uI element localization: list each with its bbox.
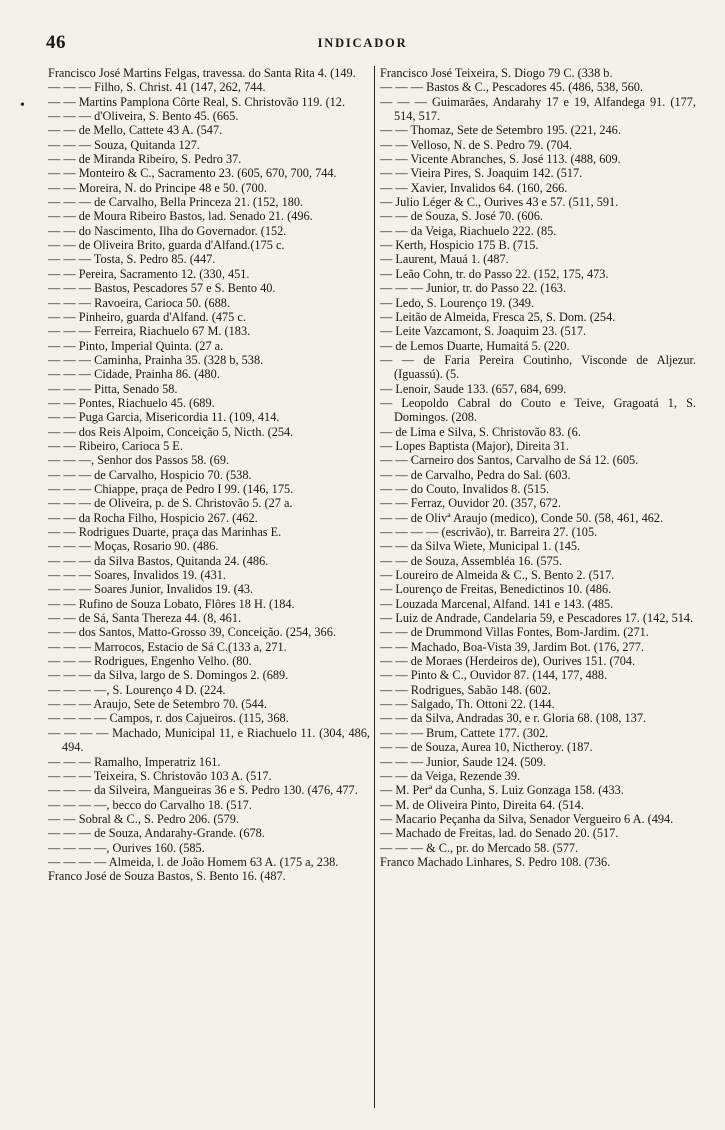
directory-entry: — Leopoldo Cabral do Couto e Teive, Gragoatá 1, S. Domingos. (208. (380, 395, 696, 425)
directory-entry: — — Salgado, Th. Ottoni 22. (144. (380, 697, 555, 712)
directory-entry: — — Vieira Pires, S. Joaquim 142. (517. (380, 166, 583, 181)
directory-entry: — — Vicente Abranches, S. José 113. (488, 609. (380, 152, 621, 167)
directory-entry: — de Lima e Silva, S. Christovão 83. (6. (380, 424, 581, 439)
directory-entry: — Loureiro de Almeida & C., S. Bento 2. (517. (380, 568, 615, 583)
directory-entry: — — Pereira, Sacramento 12. (330, 451. (48, 266, 250, 281)
directory-entry: — — Moreira, N. do Principe 48 e 50. (700. (48, 180, 267, 195)
directory-entry: — — — — (escrivão), tr. Barreira 27. (105. (380, 525, 598, 539)
directory-entry: — — — de Oliveira, p. de S. Christovão 5. (27 a. (48, 496, 293, 511)
directory-entry: — — — Junior, tr. do Passo 22. (163. (380, 281, 567, 296)
directory-entry: — — — da Silva Bastos, Quitanda 24. (486. (48, 553, 269, 568)
directory-entry: — — do Couto, Invalidos 8. (515. (380, 481, 550, 496)
directory-entry: — — —, Senhor dos Passos 58. (69. (48, 453, 230, 468)
directory-entry: — — Monteiro & C., Sacramento 23. (605, 670, 700, 744. (48, 166, 337, 181)
directory-entry: — — da Silva Wiete, Municipal 1. (145. (380, 539, 581, 554)
directory-entry: — — — de Carvalho, Bella Princeza 21. (152, 180. (48, 195, 304, 210)
directory-entry: Franco Machado Linhares, S. Pedro 108. (736. (380, 854, 611, 869)
directory-entry: — — dos Santos, Matto-Grosso 39, Conceição. (254, 366. (48, 625, 336, 640)
directory-entry: — — Machado, Boa-Vista 39, Jardim Bot. (176, 277. (380, 639, 644, 654)
directory-entry: — — — —, S. Lourenço 4 D. (224. (48, 682, 226, 697)
directory-entry: — — — Ferreira, Riachuelo 67 M. (183. (48, 324, 251, 339)
running-title: INDICADOR (317, 36, 408, 50)
directory-entry: — — — de Carvalho, Hospicio 70. (538. (48, 467, 252, 482)
directory-entry: — M. Perª da Cunha, S. Luiz Gonzaga 158. (433. (380, 783, 624, 798)
directory-entry: — Julio Léger & C., Ourives 43 e 57. (511, 591. (380, 195, 619, 210)
directory-entry: — — — da Silva, largo de S. Domingos 2. (689. (48, 668, 289, 683)
directory-entry: — — — Chiappe, praça de Pedro I 99. (146, 175. (48, 481, 294, 496)
directory-entry: — Leite Vazcamont, S. Joaquim 23. (517. (380, 324, 587, 339)
directory-entry: — M. de Oliveira Pinto, Direita 64. (514. (380, 797, 584, 812)
directory-entry: — — — Araujo, Sete de Setembro 70. (544. (48, 697, 267, 712)
directory-entry: — — de Drummond Villas Fontes, Bom-Jardim. (271. (380, 625, 649, 640)
directory-entry: — Lenoir, Saude 133. (657, 684, 699. (380, 381, 567, 396)
directory-entry: — Louzada Marcenal, Alfand. 141 e 143. (485. (380, 596, 614, 611)
directory-entry: — — — d'Oliveira, S. Bento 45. (665. (48, 109, 239, 124)
directory-entry: — — — Tosta, S. Pedro 85. (447. (48, 252, 216, 267)
directory-entry: — — — Marrocos, Estacio de Sá C.(133 a, 271. (48, 639, 287, 654)
directory-entry: — — de Souza, S. José 70. (606. (380, 209, 543, 224)
directory-entry: — Luiz de Andrade, Candelaria 59, e Pescadores 17. (142, 514. (380, 611, 694, 626)
directory-entry: — — — da Silveira, Mangueiras 36 e S. Pedro 130. (476, 477. (48, 783, 358, 798)
right-column (380, 66, 696, 869)
directory-entry: — — de Olivª Araujo (medico), Conde 50. (58, 461, 462. (380, 510, 664, 525)
directory-entry: — — da Veiga, Riachuelo 222. (85. (380, 223, 557, 238)
directory-entry: — — — Rodrigues, Engenho Velho. (80. (48, 654, 252, 669)
left-column (48, 66, 370, 884)
directory-entry: — — Martins Pamplona Côrte Real, S. Christovão 119. (12. (48, 94, 346, 109)
directory-entry: — — — & C., pr. do Mercado 58. (577. (380, 840, 579, 855)
directory-entry: — de Lemos Duarte, Humaitá 5. (220. (380, 338, 570, 353)
directory-entry: — — de Mello, Cattete 43 A. (547. (48, 123, 223, 138)
directory-entry: — — da Veiga, Rezende 39. (380, 768, 521, 783)
directory-entry: — — Puga Garcia, Misericordia 11. (109, 414. (48, 410, 280, 425)
directory-entry: — — — Ravoeira, Carioca 50. (688. (48, 295, 231, 310)
directory-entry: — — — Soares Junior, Invalidos 19. (43. (48, 582, 254, 597)
directory-entry: — — de Souza, Assembléa 16. (575. (380, 553, 563, 568)
directory-entry: — — do Nascimento, Ilha do Governador. (152. (48, 223, 287, 238)
directory-entry: Francisco José Martins Felgas, travessa. do Santa Rita 4. (149. (48, 66, 356, 80)
directory-entry: — — Xavier, Invalidos 64. (160, 266. (380, 180, 568, 195)
directory-entry: — Leitão de Almeida, Fresca 25, S. Dom. (254. (380, 309, 616, 324)
directory-entry: — — — Soares, Invalidos 19. (431. (48, 568, 226, 583)
directory-entry: — — — — Machado, Municipal 11, e Riachuelo 11. (304, 486, 494. (48, 725, 370, 755)
column-divider (374, 66, 375, 1108)
directory-entry: — Macario Peçanha da Silva, Senador Vergueiro 6 A. (494. (380, 811, 674, 826)
page-header (0, 32, 725, 56)
directory-entry: — — — Guimarães, Andarahy 17 e 19, Alfandega 91. (177, 514, 517. (380, 94, 696, 124)
directory-entry: — — — Junior, Saude 124. (509. (380, 754, 546, 769)
directory-entry: — Ledo, S. Lourenço 19. (349. (380, 295, 535, 310)
directory-entry: — — — Filho, S. Christ. 41 (147, 262, 744. (48, 80, 266, 95)
margin-mark: • (20, 98, 25, 113)
directory-entry: — — — Pitta, Senado 58. (48, 381, 178, 396)
directory-entry: — — Thomaz, Sete de Setembro 195. (221, 246. (380, 123, 621, 138)
directory-entry: — — Rodrigues, Sabão 148. (602. (380, 682, 551, 697)
directory-entry: — — — —, Ourives 160. (585. (48, 840, 205, 855)
directory-entry: — — de Moura Ribeiro Bastos, lad. Senado 21. (496. (48, 209, 313, 224)
directory-entry: — — de Sá, Santa Thereza 44. (8, 461. (48, 611, 242, 626)
directory-entry: — — — Cidade, Prainha 86. (480. (48, 367, 220, 382)
directory-entry: — — Pinto, Imperial Quinta. (27 a. (48, 338, 224, 353)
directory-entry: — — — Teixeira, S. Christovão 103 A. (517. (48, 768, 272, 783)
directory-entry: — — de Faria Pereira Coutinho, Visconde de Aljezur. (Iguassú). (5. (380, 352, 696, 382)
directory-entry: — — Sobral & C., S. Pedro 206. (579. (48, 811, 239, 826)
directory-entry: — Laurent, Mauá 1. (487. (380, 252, 509, 267)
directory-entry: — Lourenço de Freitas, Benedictinos 10. (486. (380, 582, 612, 597)
directory-entry: — — de Miranda Ribeiro, S. Pedro 37. (48, 152, 242, 167)
directory-entry: — — da Rocha Filho, Hospicio 267. (462. (48, 510, 258, 525)
directory-entry: Francisco José Teixeira, S. Diogo 79 C. (338 b. (380, 66, 613, 80)
directory-entry: — — dos Reis Alpoim, Conceição 5, Nicth. (254. (48, 424, 294, 439)
directory-entry: — — — Bastos, Pescadores 57 e S. Bento 40. (48, 281, 276, 296)
directory-entry: — — — Ramalho, Imperatriz 161. (48, 754, 221, 769)
directory-entry: — — — Caminha, Prainha 35. (328 b, 538. (48, 352, 264, 367)
directory-entry: — — — —, becco do Carvalho 18. (517. (48, 797, 252, 812)
directory-entry: — Kerth, Hospicio 175 B. (715. (380, 238, 539, 253)
directory-entry: — — Ferraz, Ouvidor 20. (357, 672. (380, 496, 562, 511)
directory-entry: — — Pinheiro, guarda d'Alfand. (475 c. (48, 309, 246, 324)
directory-entry: — — Carneiro dos Santos, Carvalho de Sá 12. (605. (380, 453, 639, 468)
directory-entry: — — Pinto & C., Ouvidor 87. (144, 177, 488. (380, 668, 608, 683)
directory-entry: — — — de Souza, Andarahy-Grande. (678. (48, 826, 265, 841)
directory-entry: — — — — Campos, r. dos Cajueiros. (115, 368. (48, 711, 289, 726)
directory-entry: — — — — Almeida, l. de João Homem 63 A. (175 a, 238. (48, 854, 339, 869)
directory-entry: — — Rodrigues Duarte, praça das Marinhas E. (48, 525, 282, 539)
directory-entry: — Leão Cohn, tr. do Passo 22. (152, 175, 473. (380, 266, 609, 281)
directory-entry: — — Velloso, N. de S. Pedro 79. (704. (380, 137, 573, 152)
page-number: 46 (46, 32, 66, 53)
directory-entry: — — — Souza, Quitanda 127. (48, 137, 200, 152)
directory-entry: — — — Bastos & C., Pescadores 45. (486, 538, 560. (380, 80, 644, 95)
directory-entry: — — da Silva, Andradas 30, e r. Gloria 68. (108, 137. (380, 711, 647, 726)
directory-entry: — — de Oliveira Brito, guarda d'Alfand.(175 c. (48, 238, 285, 253)
directory-entry: — — Ribeiro, Carioca 5 E. (48, 438, 183, 453)
directory-entry: — Machado de Freitas, lad. do Senado 20. (517. (380, 826, 619, 841)
directory-entry: — — Pontes, Riachuelo 45. (689. (48, 395, 215, 410)
directory-entry: — Lopes Baptista (Major), Direita 31. (380, 438, 569, 453)
directory-entry: Franco José de Souza Bastos, S. Bento 16. (487. (48, 869, 286, 884)
directory-entry: — — — Moças, Rosario 90. (486. (48, 539, 219, 554)
directory-entry: — — — Brum, Cattete 177. (302. (380, 725, 549, 740)
directory-entry: — — de Carvalho, Pedra do Sal. (603. (380, 467, 571, 482)
directory-entry: — — Rufino de Souza Lobato, Flôres 18 H. (184. (48, 596, 295, 611)
directory-entry: — — de Moraes (Herdeiros de), Ourives 151. (704. (380, 654, 636, 669)
directory-entry: — — de Souza, Aurea 10, Nictheroy. (187. (380, 740, 593, 755)
